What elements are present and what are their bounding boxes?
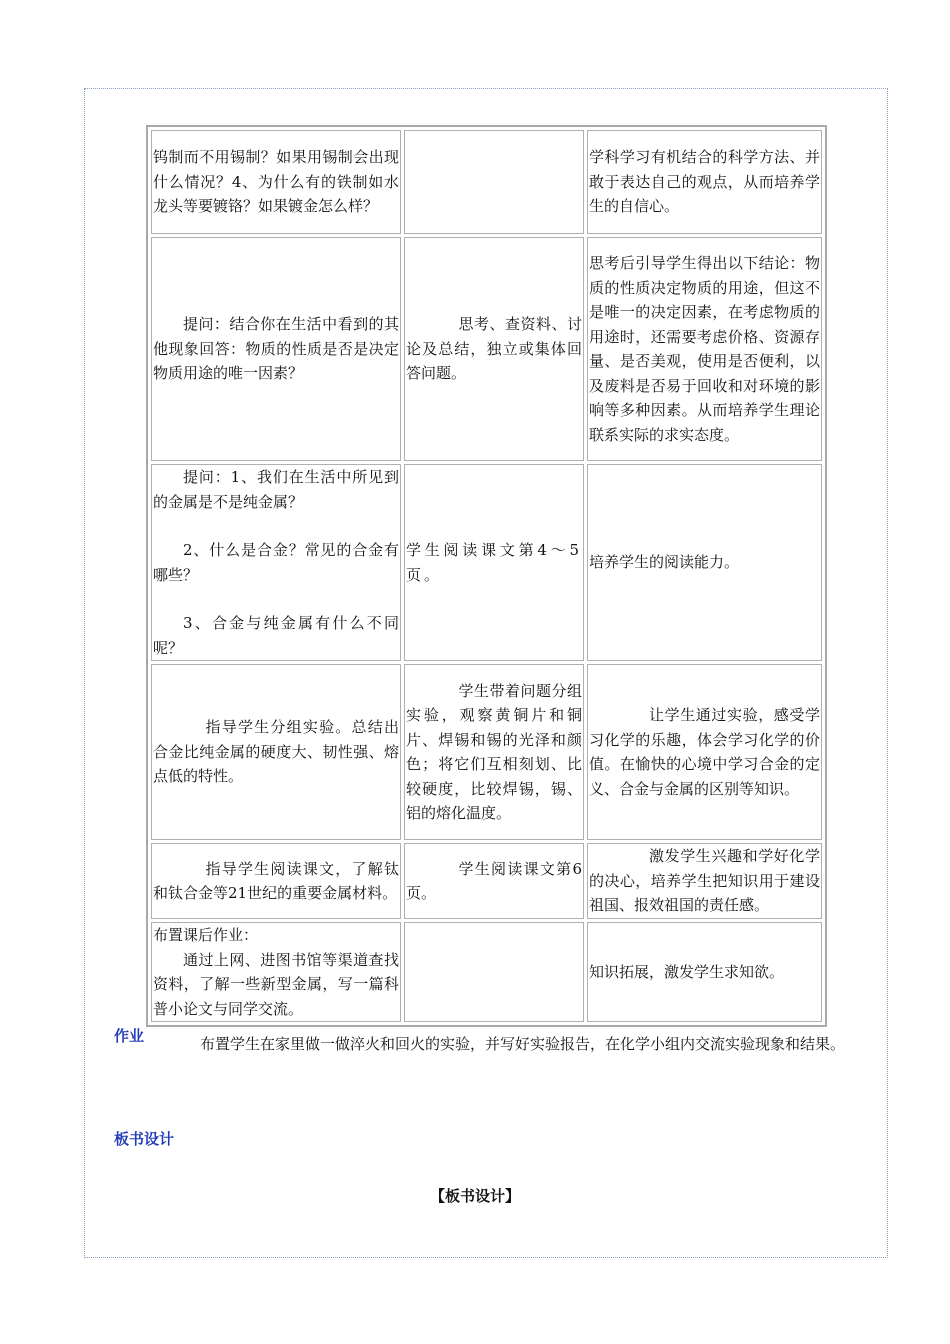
board-design-label: 板书设计 [114,1130,175,1148]
table-row [151,237,822,461]
student-activity-cell [404,130,584,234]
design-intent-cell: 培养学生的阅读能力。 [587,464,822,661]
table-row [151,130,822,234]
homework-label: 作业 [114,1027,145,1045]
teacher-text: 3、合金与纯金属有什么不同呢？ [153,614,399,657]
spacer [153,514,399,538]
student-activity-cell: 思考、查资料、讨论及总结，独立或集体回答问题。 [404,237,584,461]
homework-text: 布置学生在家里做一做淬火和回火的实验，并写好实验报告，在化学小组内交流实验现象和结果。 [200,1035,846,1053]
spacer [153,587,399,611]
design-intent-cell: 知识拓展，激发学生求知欲。 [587,922,822,1022]
student-activity-cell: 学生带着问题分组实验，观察黄铜片和铜片、焊锡和锡的光泽和颜色；将它们互相刻划、比较硬度，比较焊锡，锡、铝的熔化温度。 [404,664,584,840]
student-activity-cell [404,922,584,1022]
teacher-text: 指导学生阅读课文，了解钛和钛合金等21世纪的重要金属材料。 [153,859,399,902]
teacher-activity-cell [151,237,401,461]
student-activity-cell: 学生阅读课文第4～5页。 [404,464,584,661]
board-design-heading: 【板书设计】 [429,1187,520,1205]
teacher-activity-cell [151,922,401,1022]
teacher-text: 布置课后作业： [153,926,259,944]
teacher-text: 指导学生分组实验。总结出合金比纯金属的硬度大、韧性强、熔点低的特性。 [153,718,399,786]
table-row [151,664,822,840]
table-row [151,843,822,919]
design-intent-cell: 激发学生兴趣和学好化学的决心，培养学生把知识用于建设祖国、报效祖国的责任感。 [587,843,822,919]
design-intent-cell: 学科学习有机结合的科学方法、并敢于表达自己的观点，从而培养学生的自信心。 [587,130,822,234]
table-row [151,922,822,1022]
teacher-text: 提问：结合你在生活中看到的其他现象回答：物质的性质是否是决定物质用途的唯一因素？ [153,315,399,383]
teacher-activity-cell [151,843,401,919]
teacher-text: 2、什么是合金？常见的合金有哪些？ [153,541,399,584]
teacher-activity-cell [151,664,401,840]
student-activity-cell: 学生阅读课文第6页。 [404,843,584,919]
teacher-activity-cell [151,130,401,234]
lesson-table [146,125,827,1027]
design-intent-cell: 思考后引导学生得出以下结论：物质的性质决定物质的用途，但这不是唯一的决定因素，在考虑物质的用途时，还需要考虑价格、资源存量、是否美观，使用是否便利，以及废料是否易于回收和对环境的影响等多种因素。从而培养学生理论联系实际的求实态度。 [587,237,822,461]
teacher-text: 钨制而不用锡制？如果用锡制会出现什么情况？4、为什么有的铁制如水龙头等要镀铬？如果镀金怎么样？ [153,148,399,216]
design-intent-cell: 让学生通过实验，感受学习化学的乐趣，体会学习化学的价值。在愉快的心境中学习合金的定义、合金与金属的区别等知识。 [587,664,822,840]
teacher-text: 提问：1、我们在生活中所见到的金属是不是纯金属？ [153,468,399,511]
table-row [151,464,822,661]
teacher-text: 通过上网、进图书馆等渠道查找资料，了解一些新型金属，写一篇科普小论文与同学交流。 [153,950,399,1018]
teacher-activity-cell [151,464,401,661]
